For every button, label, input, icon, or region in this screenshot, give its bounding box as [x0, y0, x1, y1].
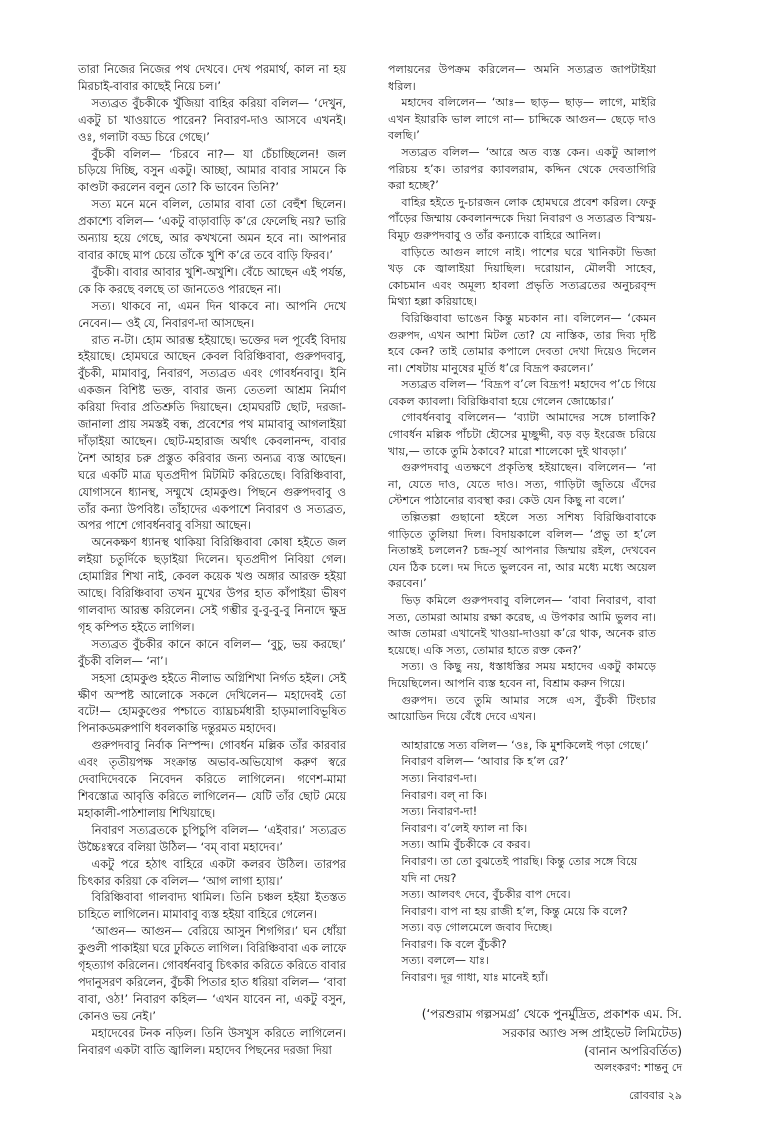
left-column	[78, 62, 346, 1059]
dialogue-line: নিবারণ বলিল— ‘আবার কি হ’ল রে?’	[401, 755, 569, 769]
credit-line: (বানান অপরিবর্তিত)	[584, 1044, 682, 1058]
dialogue-line: নিবারণ। বল্ না কি।	[401, 788, 488, 802]
paragraph: ভিড় কমিলে গুরুপদবাবু বলিলেন— ‘বাবা নিবারণ, বাবা সত্য, তোমরা আমায় রক্ষা করেছ, এ উপকার আমি ভুলব না। আজ তোমরা এখানেই খাওয়া-দাওয়া ক’রে থাক, অনেক রাত হয়েছে। একি সত্য, তোমার হাতে রক্ত কেন?’	[388, 594, 656, 657]
paragraph: মহাদেব বলিলেন— ‘আঃ— ছাড়— ছাড়— লাগে, মাইরি এখন ইয়ারকি ভাল লাগে না— চাদ্দিকে আগুন— ছেড়ে দাও বলছি।’	[388, 96, 656, 143]
paragraph: একটু পরে হঠাৎ বাহিরে একটা কলরব উঠিল। তারপর চিৎকার করিয়া কে বলিল— ‘আগ লাগা হ্যায়।’	[78, 857, 346, 888]
dialogue-line: সত্য। নিবারণ-দা!	[401, 805, 478, 819]
dialogue-line: সত্য। বললে— যাঃ।	[401, 954, 489, 968]
dialogue-line: সত্য। বড় গোলমেলে জবাব দিচ্ছে।	[401, 921, 553, 935]
dialogue-line: নিবারণ। ব’লেই ফ্যাল না কি।	[401, 821, 528, 835]
dialogue-line: সত্য। আমি বুঁচকীকে বে করব।	[401, 838, 531, 852]
source-credit	[422, 1005, 682, 1061]
paragraph: পলায়নের উপক্রম করিলেন— অমনি সত্যব্রত জাপটাইয়া ধরিল।	[388, 63, 656, 93]
paragraph: সত্য। থাকবে না, এমন দিন থাকবে না। আপনি দেখে নেবেন।— ওই যে, নিবারণ-দা আসছেন।	[78, 299, 346, 330]
paragraph: সত্যব্রত বুঁচকীর কানে কানে বলিল— ‘বুচু, ভয় করছে।’ বুঁচকী বলিল— ‘না’।	[78, 637, 346, 668]
paragraph: বুঁচকী। বাবার আবার খুশি-অখুশি। বেঁচে আছেন এই পর্যন্ত, কে কি করছে বলছে তা জানতেও পারছেন না।	[78, 265, 346, 296]
dialogue-line: সত্য। আলবৎ দেবে, বুঁচকীর বাপ দেবে।	[401, 888, 571, 902]
paragraph: সত্যব্রত বুঁচকীকে খুঁজিয়া বাহির করিয়া বলিল— ‘দেখুন, একটু চা খাওয়াতে পারেন? নিবারণ-দাও আসবে এখনই। ওঃ, গলাটা বড্ড চিরে গেছে।’	[78, 96, 346, 144]
paragraph: রাত ন-টা। হোম আরম্ভ হইয়াছে। ভক্তের দল পূর্বেই বিদায় হইয়াছে। হোমঘরে আছেন কেবল বিরিঞ্চিবাবা, গুরুপদবাবু, বুঁচকী, মামাবাবু, নিবারণ, সত্যব্রত এবং গোবর্ধনবাবু। ইনি একজন বিশিষ্ট ভক্ত, বাবার জন্য তেতলা আশ্রম নির্মাণ করিয়া দিবার প্রতিশ্রুতি দিয়াছেন। হোমঘরটি ছোট, দরজা-জানালা প্রায় সমস্তই বন্ধ, প্রবেশের পথ মামাবাবু আগলাইয়া দাঁড়াইয়া আছেন। ছোট-মহারাজ অর্থাৎ কেবলানন্দ, বাবার নৈশ আহার চরু প্রস্তুত করিবার জন্য অন্যত্র ব্যস্ত আছেন। ঘরে একটি মাত্র ঘৃতপ্রদীপ মিটমিট করিতেছে। বিরিঞ্চিবাবা, যোগাসনে ধ্যানস্থ, সম্মুখে হোমকুণ্ড। পিছনে গুরুপদবাবু ও তাঁর কন্যা উপবিষ্ট। তাঁহাদের একপাশে নিবারণ ও সত্যব্রত, অপর পাশে গোবর্ধনবাবু বসিয়া আছেন।	[78, 333, 346, 533]
paragraph: মহাদেবের টনক নড়িল। তিনি উসখুস করিতে লাগিলেন। নিবারণ একটা বাতি জ্বালিল। মহাদেব পিছনের দরজা দিয়া	[78, 1026, 346, 1057]
right-column	[388, 62, 656, 987]
paragraph: সত্যব্রত বলিল— ‘আরে অত ব্যস্ত কেন। একটু আলাপ পরিচয় হ’ক। তারপর ক্যাবলরাম, কদ্দিন থেকে দেবতাগিরি করা হচ্ছে?’	[388, 145, 656, 193]
credit-line: (‘পরশুরাম গল্পসমগ্র’ থেকে পুনর্মুদ্রিত, প্রকাশক এম. সি.	[421, 1007, 682, 1021]
dialogue-line: নিবারণ। কি বলে বুঁচকী?	[401, 937, 507, 951]
dialogue-line: সত্য। নিবারণ-দা।	[401, 771, 477, 785]
illustration-credit: অলংকরণ: শান্তনু দে	[594, 1061, 682, 1074]
dialogue-line: নিবারণ। বাপ না হয় রাজী হ’ল, কিন্তু মেয়ে কি বলে?	[401, 904, 628, 918]
paragraph: নিবারণ সত্যব্রতকে চুপিচুপি বলিল— ‘এইবার।’ সত্যব্রত উচ্চৈঃস্বরে বলিয়া উঠিল— ‘বম্ বাবা মহাদেব।’	[78, 823, 346, 854]
paragraph: ‘আগুন— আগুন— বেরিয়ে আসুন শিগগির।’ ঘন ধোঁয়া কুণ্ডলী পাকাইয়া ঘরে ঢুকিতে লাগিল। বিরিঞ্চিবাবা এক লাফে গৃহত্যাগ করিলেন। গোবর্ধনবাবু চিৎকার করিতে করিতে বাবার পদানুসরণ করিলেন, বুঁচকী পিতার হাত ধরিয়া বলিল— ‘বাবা বাবা, ওঠ!’ নিবারণ কহিল— ‘এখন যাবেন না, একটু বসুন, কোনও ভয় নেই।’	[78, 925, 346, 1023]
paragraph: সত্যব্রত বলিল— ‘বিদ্রূপ ব’লে বিদ্রূপ! মহাদেব প’চে গিয়ে বেকল ক্যাবলা। বিরিঞ্চিবাবা হয়ে গেলেন জোচ্চোর।’	[388, 378, 656, 408]
paragraph: গুরুপদ। তবে তুমি আমার সঙ্গে এস, বুঁচকী টিংচার আয়োডিন দিয়ে বেঁধে দেবে এখন।	[388, 693, 656, 724]
paragraph: তল্পিতল্পা গুছানো হইলে সত্য সশিষ্য বিরিঞ্চিবাবাকে গাড়িতে তুলিয়া দিল। বিদায়কালে বলিল— ‘প্রভু তা হ’লে নিতান্তই চললেন? চন্দ্র-সূর্য আপনার জিম্মায় রইল, দেখবেন যেন ঠিক চলে। দম দিতে ভুলবেন না, আর মধ্যে মধ্যে অয়েল করবেন।’	[388, 511, 656, 591]
paragraph: গুরুপদবাবু নির্বাক নিস্পন্দ। গোবর্ধন মল্লিক তাঁর কারবার এবং তৃতীয়পক্ষ সংক্রান্ত অভাব-অভিযোগ করুণ স্বরে দেবাদিদেবকে নিবেদন করিতে লাগিলেন। গণেশ-মামা শিবস্তোত্র আবৃত্তি করিতে লাগিলেন— যেটি তাঁর ছোট মেয়ে মহাকালী-পাঠশালায় শিখিয়াছে।	[78, 739, 346, 820]
paragraph: সত্য। ও কিছু নয়, ধস্তাধস্তির সময় মহাদেব একটু কামড়ে দিয়েছিলেন। আপনি ব্যস্ত হবেন না, বিশ্রাম করুন গিয়ে।	[388, 660, 656, 690]
paragraph: বাড়িতে আগুন লাগে নাই। পাশের ঘরে খানিকটা ভিজা খড় কে জ্বালাইয়া দিয়াছিল। দরোয়ান, মৌলবী সাহেব, কোচমান এবং অমূল্য হাবলা প্রভৃতি সত্যব্রতের অনুচরবৃন্দ মিথ্যা হল্লা করিয়াছে।	[388, 245, 656, 309]
page-folio: রোববার ২৯	[629, 1089, 682, 1102]
dialogue-block	[388, 738, 656, 987]
paragraph: বিরিঞ্চিবাবা গালবাদ্য থামিল। তিনি চঞ্চল হইয়া ইতস্তত চাহিতে লাগিলেন। মামাবাবু ব্যস্ত হইয়া বাহিরে গেলেন।	[78, 891, 346, 922]
paragraph: সত্য মনে মনে বলিল, তোমার বাবা তো বেহুঁশ ছিলেন। প্রকাশ্যে বলিল— ‘একটু বাড়াবাড়ি ক’রে ফেলেছি নয়? ভারি অন্যায় হয়ে গেছে, আর কখখনো অমন হবে না। আপনার বাবার কাছে মাপ চেয়ে তাঁকে খুশি ক’রে তবে বাড়ি ফিরব।’	[78, 198, 346, 262]
dialogue-intro: আহারান্তে সত্য বলিল— ‘ওঃ, কি মুশকিলেই পড়া গেছে।’	[401, 738, 649, 752]
dialogue-line: নিবারণ। দূর গাধা, যাঃ মানেই হ্যাঁ।	[401, 971, 549, 985]
paragraph: অনেকক্ষণ ধ্যানস্থ থাকিয়া বিরিঞ্চিবাবা কোষা হইতে জল লইয়া চতুর্দিকে ছড়াইয়া দিলেন। ঘৃতপ্রদীপ নিবিয়া গেল। হোমাগ্নির শিখা নাই, কেবল কয়েক খণ্ড অঙ্গার আরক্ত হইয়া আছে। বিরিঞ্চিবাবা তখন মুখের উপর হাত কাঁপাইয়া ভীষণ গালবাদ্য আরম্ভ করিলেন। সেই গম্ভীর বু-বু-বু-বু নিনাদে ক্ষুদ্র গৃহ কম্পিত হইতে লাগিল।	[78, 536, 346, 634]
paragraph: তারা নিজের নিজের পথ দেখবে। দেখ পরমার্থ, কাল না হয় মিরচাই-বাবার কাছেই নিয়ে চল।’	[78, 63, 346, 93]
paragraph: গুরুপদবাবু এতক্ষণে প্রকৃতিস্থ হইয়াছেন। বলিলেন— ‘না না, যেতে দাও, যেতে দাও। সত্য, গাড়িটা জুতিয়ে এঁদের স্টেশনে পাঠানোর ব্যবস্থা কর। কেউ যেন কিছু না বলে।’	[388, 461, 656, 508]
paragraph: সহসা হোমকুণ্ড হইতে নীলাভ অগ্নিশিখা নির্গত হইল। সেই ক্ষীণ অস্পষ্ট আলোকে সকলে দেখিলেন— মহাদেবই তো বটে!— হোমকুণ্ডের পশ্চাতে ব্যাঘ্রচর্মধারী হাড়মালাবিভূষিত পিনাকডমরুপাণি ধবলকান্তি দন্তুরমত মহাদেব।	[78, 671, 346, 736]
dialogue-line: নিবারণ। তা তো বুঝতেই পারছি। কিন্তু তোর সঙ্গে বিয়ে যদি না দেয়?	[401, 854, 638, 885]
right-paragraphs	[388, 62, 656, 726]
credit-line: সরকার অ্যাণ্ড সন্স প্রাইভেট লিমিটেড)	[502, 1025, 682, 1040]
paragraph: বিরিঞ্চিবাবা ভাঙেন কিন্তু মচকান না। বলিলেন— ‘কেমন গুরুপদ, এখন আশা মিটল তো? যে নাস্তিক, তার দিব্য দৃষ্টি হবে কেন? তাই তোমার কপালে দেবতা দেখা দিয়েও দিলেন না। শেষটায় মানুষের মূর্তি ধ’রে বিদ্রূপ করলেন।’	[388, 311, 656, 375]
paragraph: বাহির হইতে দু-চারজন লোক হোমঘরে প্রবেশ করিল। ফেকু পাঁড়ের জিম্মায় কেবলানন্দকে দিয়া নিবারণ ও সত্যব্রত বিস্ময়-বিমূঢ় গুরুপদবাবু ও তাঁর কন্যাকে বাহিরে আনিল।	[388, 195, 656, 242]
paragraph: বুঁচকী বলিল— ‘চিরবে না?— যা চেঁচাচ্ছিলেন! জল চড়িয়ে দিচ্ছি, বসুন একটু। আচ্ছা, আমার বাবার সামনে কি কাণ্ডটা করলেন বলুন তো? কি ভাবেন তিনি?’	[78, 147, 346, 195]
paragraph: গোবর্ধনবাবু বলিলেন— ‘ব্যাটা আমাদের সঙ্গে চালাকি? গোবর্ধন মল্লিক পাঁচটা হৌসের মুচ্ছুদ্দী, বড় বড় ইংরেজ চরিয়ে খায়,— তাকে তুমি ঠকাবে? মারো শালেকো দুই থাবড়া।’	[388, 411, 656, 458]
